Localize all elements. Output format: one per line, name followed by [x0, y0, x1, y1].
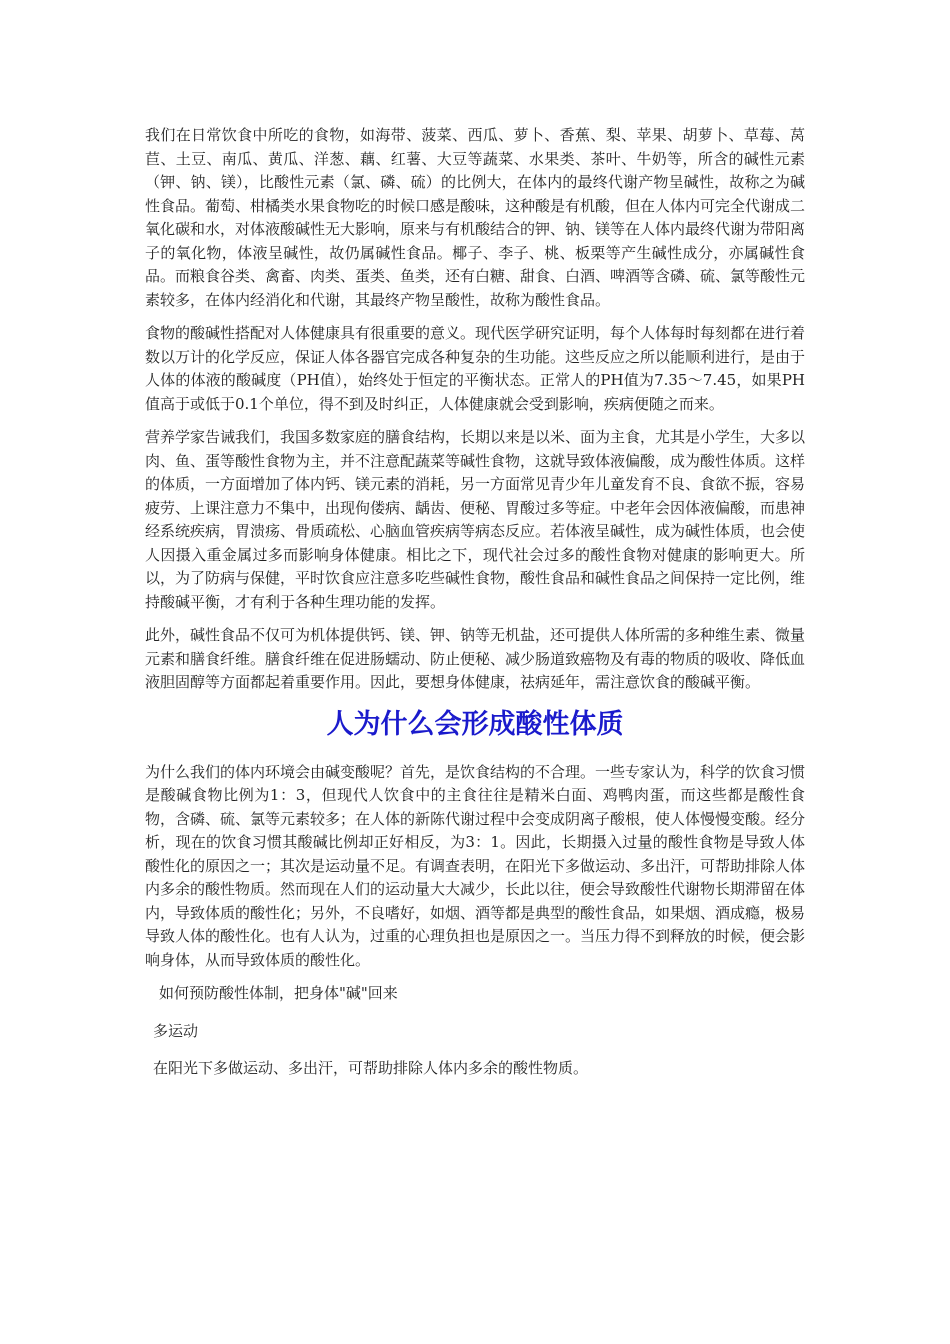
- sub-item-text: 在阳光下多做运动、多出汗，可帮助排除人体内多余的酸性物质。: [153, 1059, 589, 1077]
- subheading-prevention: 如何预防酸性体制，把身体"碱"回来: [159, 984, 398, 1002]
- paragraph-alkaline-benefits: 此外，碱性食品不仅可为机体提供钙、镁、钾、钠等无机盐，还可提供人体所需的多种维生素、微量元素和膳食纤维。膳食纤维在促进肠蠕动、防止便秘、减少肠道致癌物及有毒的物质的吸收、降低血液胆固醇等方面都起着重要作用。因此，要想身体健康，祛病延年，需注意饮食的酸碱平衡。: [145, 626, 806, 691]
- paragraph-nutritionist-advice: 营养学家告诫我们，我国多数家庭的膳食结构，长期以来是以米、面为主食，尤其是小学生，大多以肉、鱼、蛋等酸性食物为主，并不注意配蔬菜等碱性食物，这就导致体液偏酸，成为酸性体质。这样的体质，一方面增加了体内钙、镁元素的消耗，另一方面常见青少年儿童发育不良、食欲不振，容易疲劳、上课注意力不集中，出现佝偻病、龋齿、便秘、胃酸过多等症。中老年会因体液偏酸，而患神经系统疾病，胃溃疡、骨质疏松、心脑血管疾病等病态反应。若体液呈碱性，成为碱性体质，也会使人因摄入重金属过多而影响身体健康。相比之下，现代社会过多的酸性食物对健康的影响更大。所以，为了防病与保健，平时饮食应注意多吃些碱性食物，酸性食品和碱性食品之间保持一定比例，维持酸碱平衡，才有利于各种生理功能的发挥。: [145, 428, 806, 611]
- paragraph-acidic-causes: 为什么我们的体内环境会由碱变酸呢？首先，是饮食结构的不合理。一些专家认为，科学的饮食习惯是酸碱食物比例为1：3，但现代人饮食中的主食往往是精米白面、鸡鸭肉蛋，而这些都是酸性食物，含磷、硫、氯等元素较多；在人体的新陈代谢过程中会变成阴离子酸根，使人体慢慢变酸。经分析，现在的饮食习惯其酸碱比例却正好相反，为3：1。因此，长期摄入过量的酸性食物是导致人体酸性化的原因之一；其次是运动量不足。有调查表明，在阳光下多做运动、多出汗，可帮助排除人体内多余的酸性物质。然而现在人们的运动量大大减少，长此以往，便会导致酸性代谢物长期滞留在体内，导致体质的酸性化；另外，不良嗜好，如烟、酒等都是典型的酸性食品，如果烟、酒成瘾，极易导致人体的酸性化。也有人认为，过重的心理负担也是原因之一。当压力得不到释放的时候，便会影响身体，从而导致体质的酸性化。: [145, 762, 806, 969]
- sub-item-title: 多运动: [153, 1021, 199, 1040]
- paragraph-alkaline-foods: 我们在日常饮食中所吃的食物，如海带、菠菜、西瓜、萝卜、香蕉、梨、苹果、胡萝卜、草莓、莴苣、土豆、南瓜、黄瓜、洋葱、藕、红薯、大豆等蔬菜、水果类、茶叶、牛奶等，所含的碱性元素（钾、钠、镁），比酸性元素（氯、磷、硫）的比例大，在体内的最终代谢产物呈碱性，故称之为碱性食品。葡萄、柑橘类水果食物吃的时候口感是酸味，这种酸是有机酸，但在人体内可完全代谢成二氧化碳和水，对体液酸碱性无大影响，原来与有机酸结合的钾、钠、镁等在人体内最终代谢为带阳离子的氧化物，体液呈碱性，故仍属碱性食品。椰子、李子、桃、板栗等产生碱性成分，亦属碱性食品。而粮食谷类、禽畜、肉类、蛋类、鱼类，还有白糖、甜食、白酒、啤酒等含磷、硫、氯等酸性元素较多，在体内经消化和代谢，其最终产物呈酸性，故称为酸性食品。: [145, 126, 806, 309]
- paragraph-acid-base-balance: 食物的酸碱性搭配对人体健康具有很重要的意义。现代医学研究证明，每个人体每时每刻都在进行着数以万计的化学反应，保证人体各器官完成各种复杂的生功能。这些反应之所以能顺利进行，是由于人体的体液的酸碱度（PH值），始终处于恒定的平衡状态。正常人的PH值为7.35～7.45，如果PH值高于或低于0.1个单位，得不到及时纠正，人体健康就会受到影响，疾病便随之而来。: [145, 324, 806, 413]
- document-page: [145, 124, 805, 1095]
- section-heading: 人为什么会形成酸性体质: [326, 708, 624, 740]
